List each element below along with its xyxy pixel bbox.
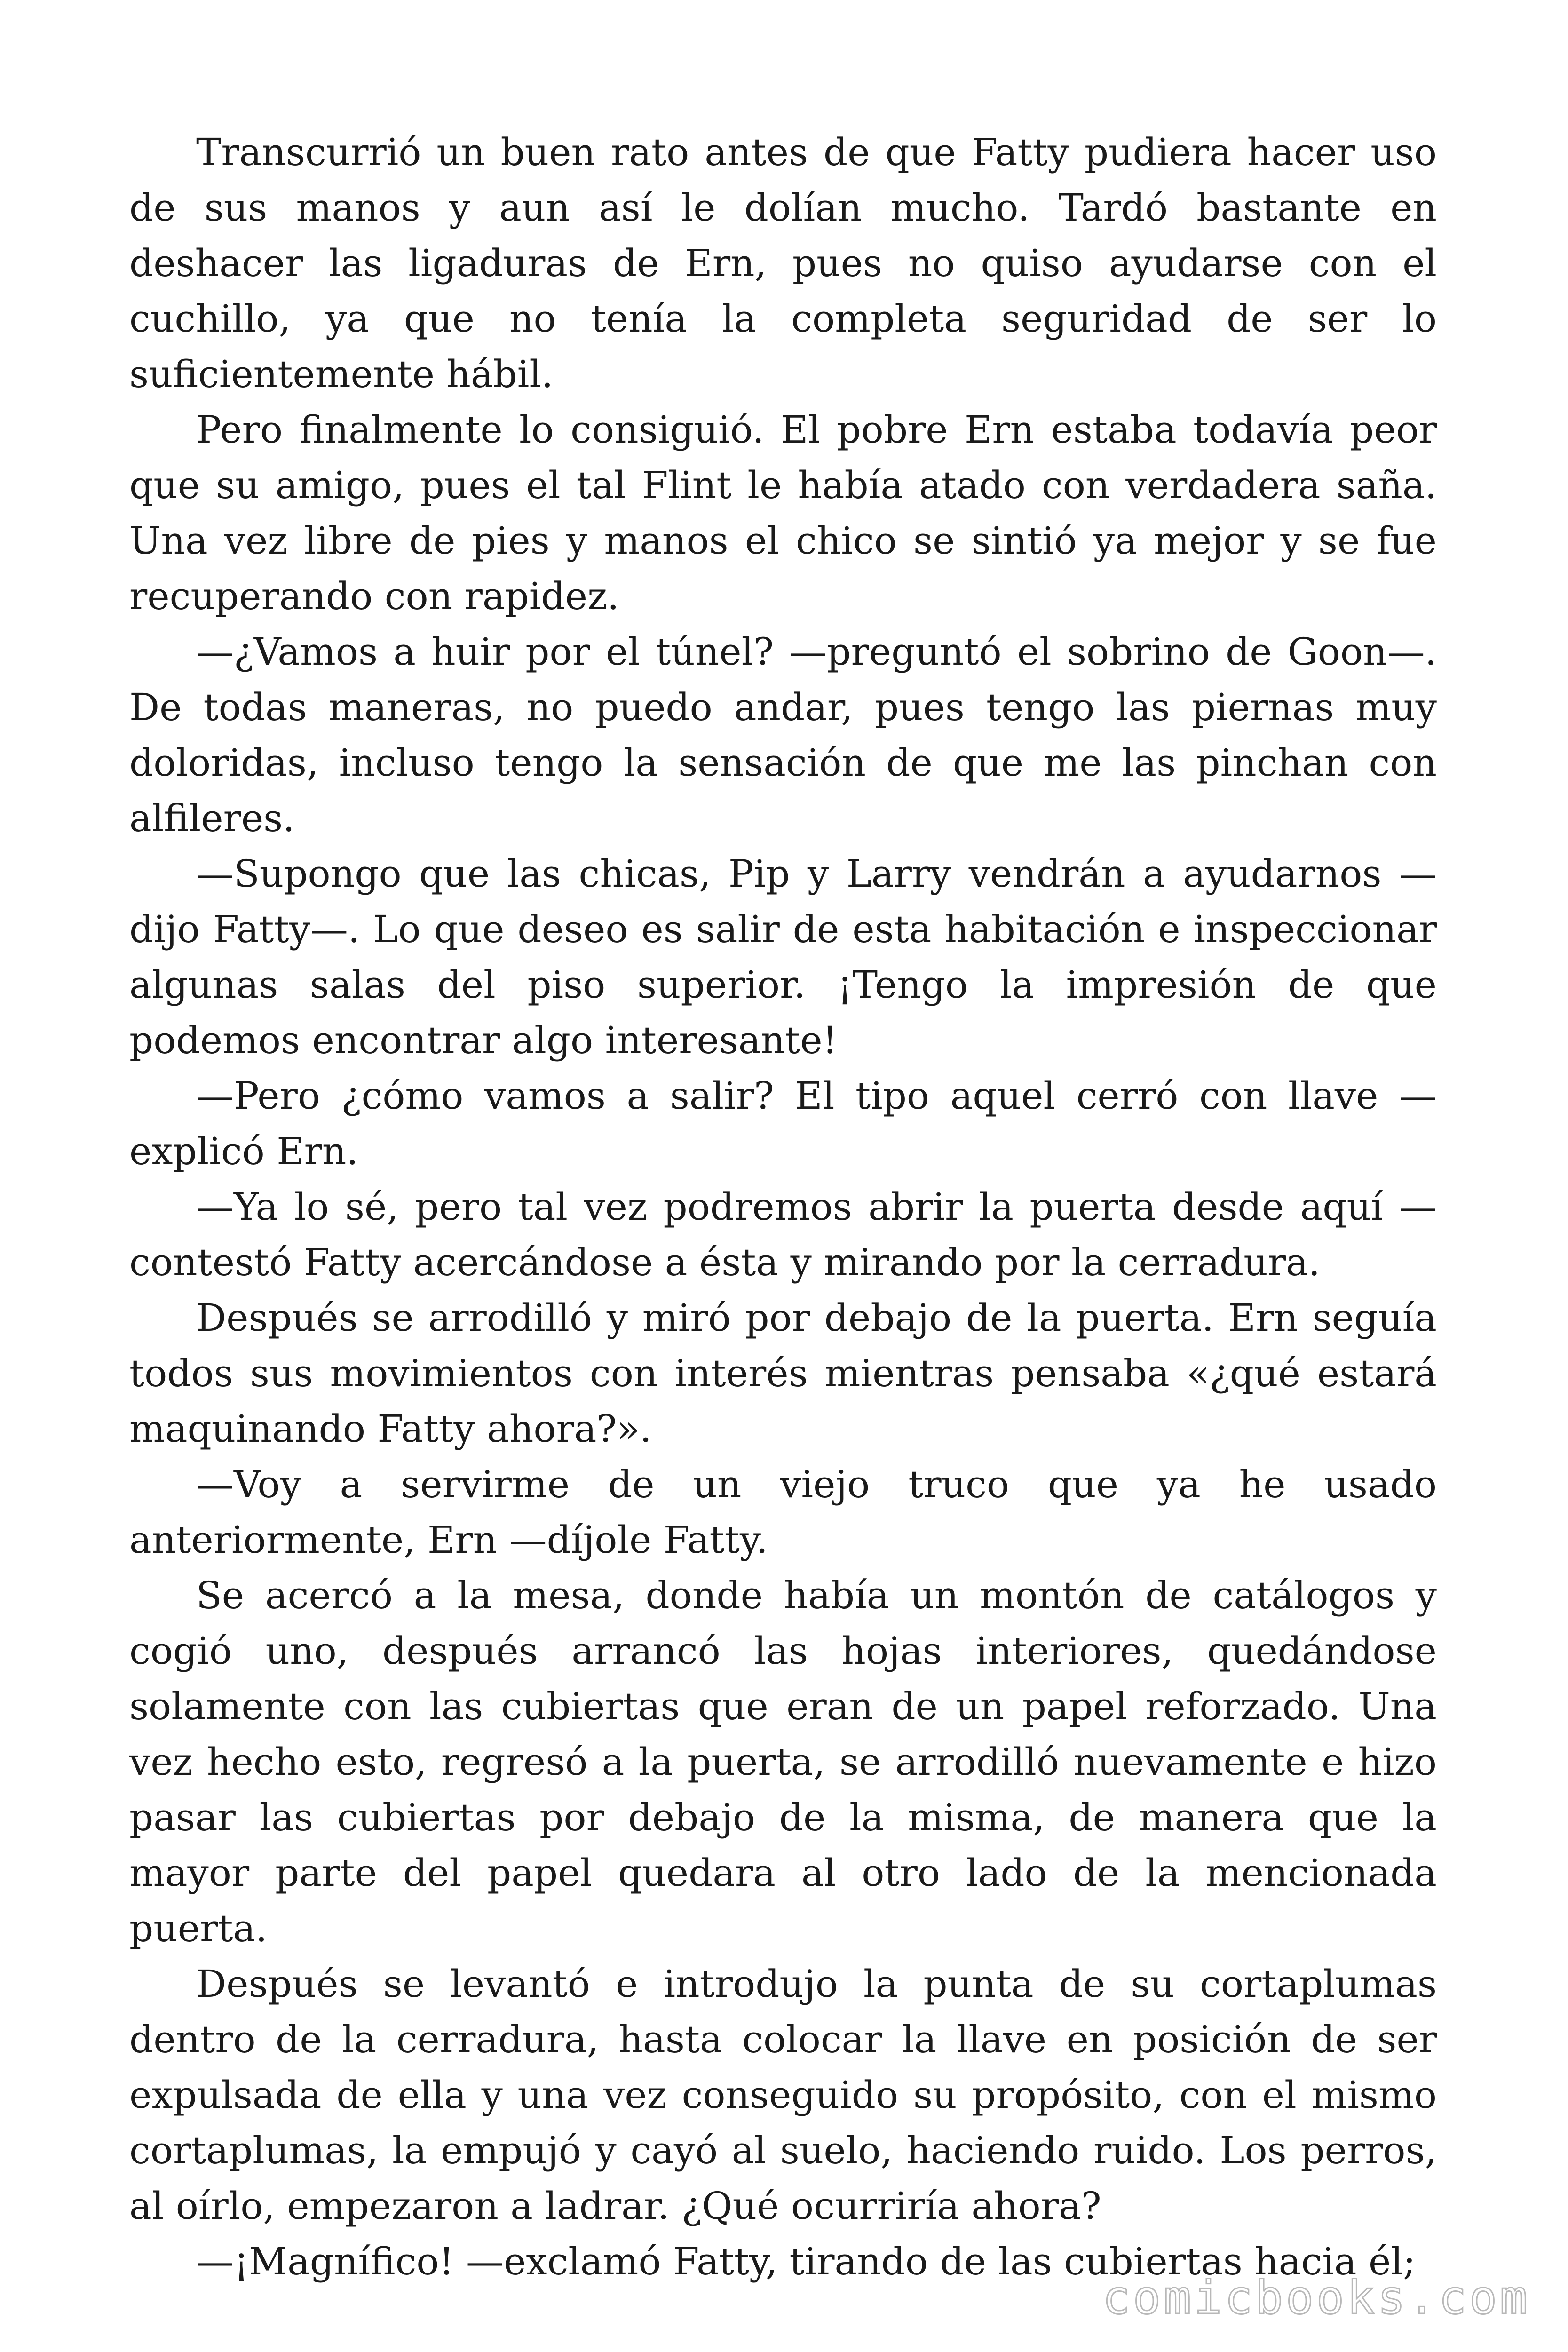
paragraph: —Pero ¿cómo vamos a salir? El tipo aquel cerró con llave —explicó Ern. [129, 1074, 1437, 1173]
paragraph: —Ya lo sé, pero tal vez podremos abrir la puerta desde aquí —contestó Fatty acercándose a ésta y mirando por la cerradura. [129, 1185, 1437, 1284]
paragraph: Después se arrodilló y miró por debajo de la puerta. Ern seguía todos sus movimientos con interés mientras pensaba «¿qué estará maquinando Fatty ahora?». [129, 1296, 1437, 1451]
body-text [129, 125, 1437, 2289]
paragraph: Se acercó a la mesa, donde había un montón de catálogos y cogió uno, después arrancó las hojas interiores, quedándose solamente con las cubiertas que eran de un papel reforzado. Una vez hecho esto, regresó a la puerta, se arrodilló nuevamente e hizo pasar las cubiertas por debajo de la misma, de manera que la mayor parte del papel quedara al otro lado de la mencionada puerta. [129, 1573, 1437, 1950]
paragraph: —¡Magnífico! —exclamó Fatty, tirando de las cubiertas hacia él; [196, 2240, 1416, 2283]
paragraph: Después se levantó e introdujo la punta de su cortaplumas dentro de la cerradura, hasta colocar la llave en posición de ser expulsada de ella y una vez conseguido su propósito, con el mismo cortaplumas, la empujó y cayó al suelo, haciendo ruido. Los perros, al oírlo, empezaron a ladrar. ¿Qué ocurriría ahora? [129, 1962, 1437, 2228]
paragraph: —¿Vamos a huir por el túnel? —preguntó el sobrino de Goon—. De todas maneras, no puedo andar, pues tengo las piernas muy doloridas, incluso tengo la sensación de que me las pinchan con alfileres. [129, 630, 1437, 840]
watermark-text: comicbooks.com [1102, 2271, 1530, 2325]
paragraph: Pero finalmente lo consiguió. El pobre Ern estaba todavía peor que su amigo, pues el tal Flint le había atado con verdadera saña. Una vez libre de pies y manos el chico se sintió ya mejor y se fue recuperando con rapidez. [129, 408, 1437, 618]
paragraph: —Supongo que las chicas, Pip y Larry vendrán a ayudarnos —dijo Fatty—. Lo que deseo es salir de esta habitación e inspeccionar algunas salas del piso superior. ¡Tengo la impresión de que podemos encontrar algo interesante! [129, 852, 1437, 1062]
paragraph: —Voy a servirme de un viejo truco que ya he usado anteriormente, Ern —díjole Fatty. [129, 1462, 1437, 1562]
paragraph: Transcurrió un buen rato antes de que Fatty pudiera hacer uso de sus manos y aun así le dolían mucho. Tardó bastante en deshacer las ligaduras de Ern, pues no quiso ayudarse con el cuchillo, ya que no tenía la completa seguridad de ser lo suficientemente hábil. [129, 130, 1437, 396]
